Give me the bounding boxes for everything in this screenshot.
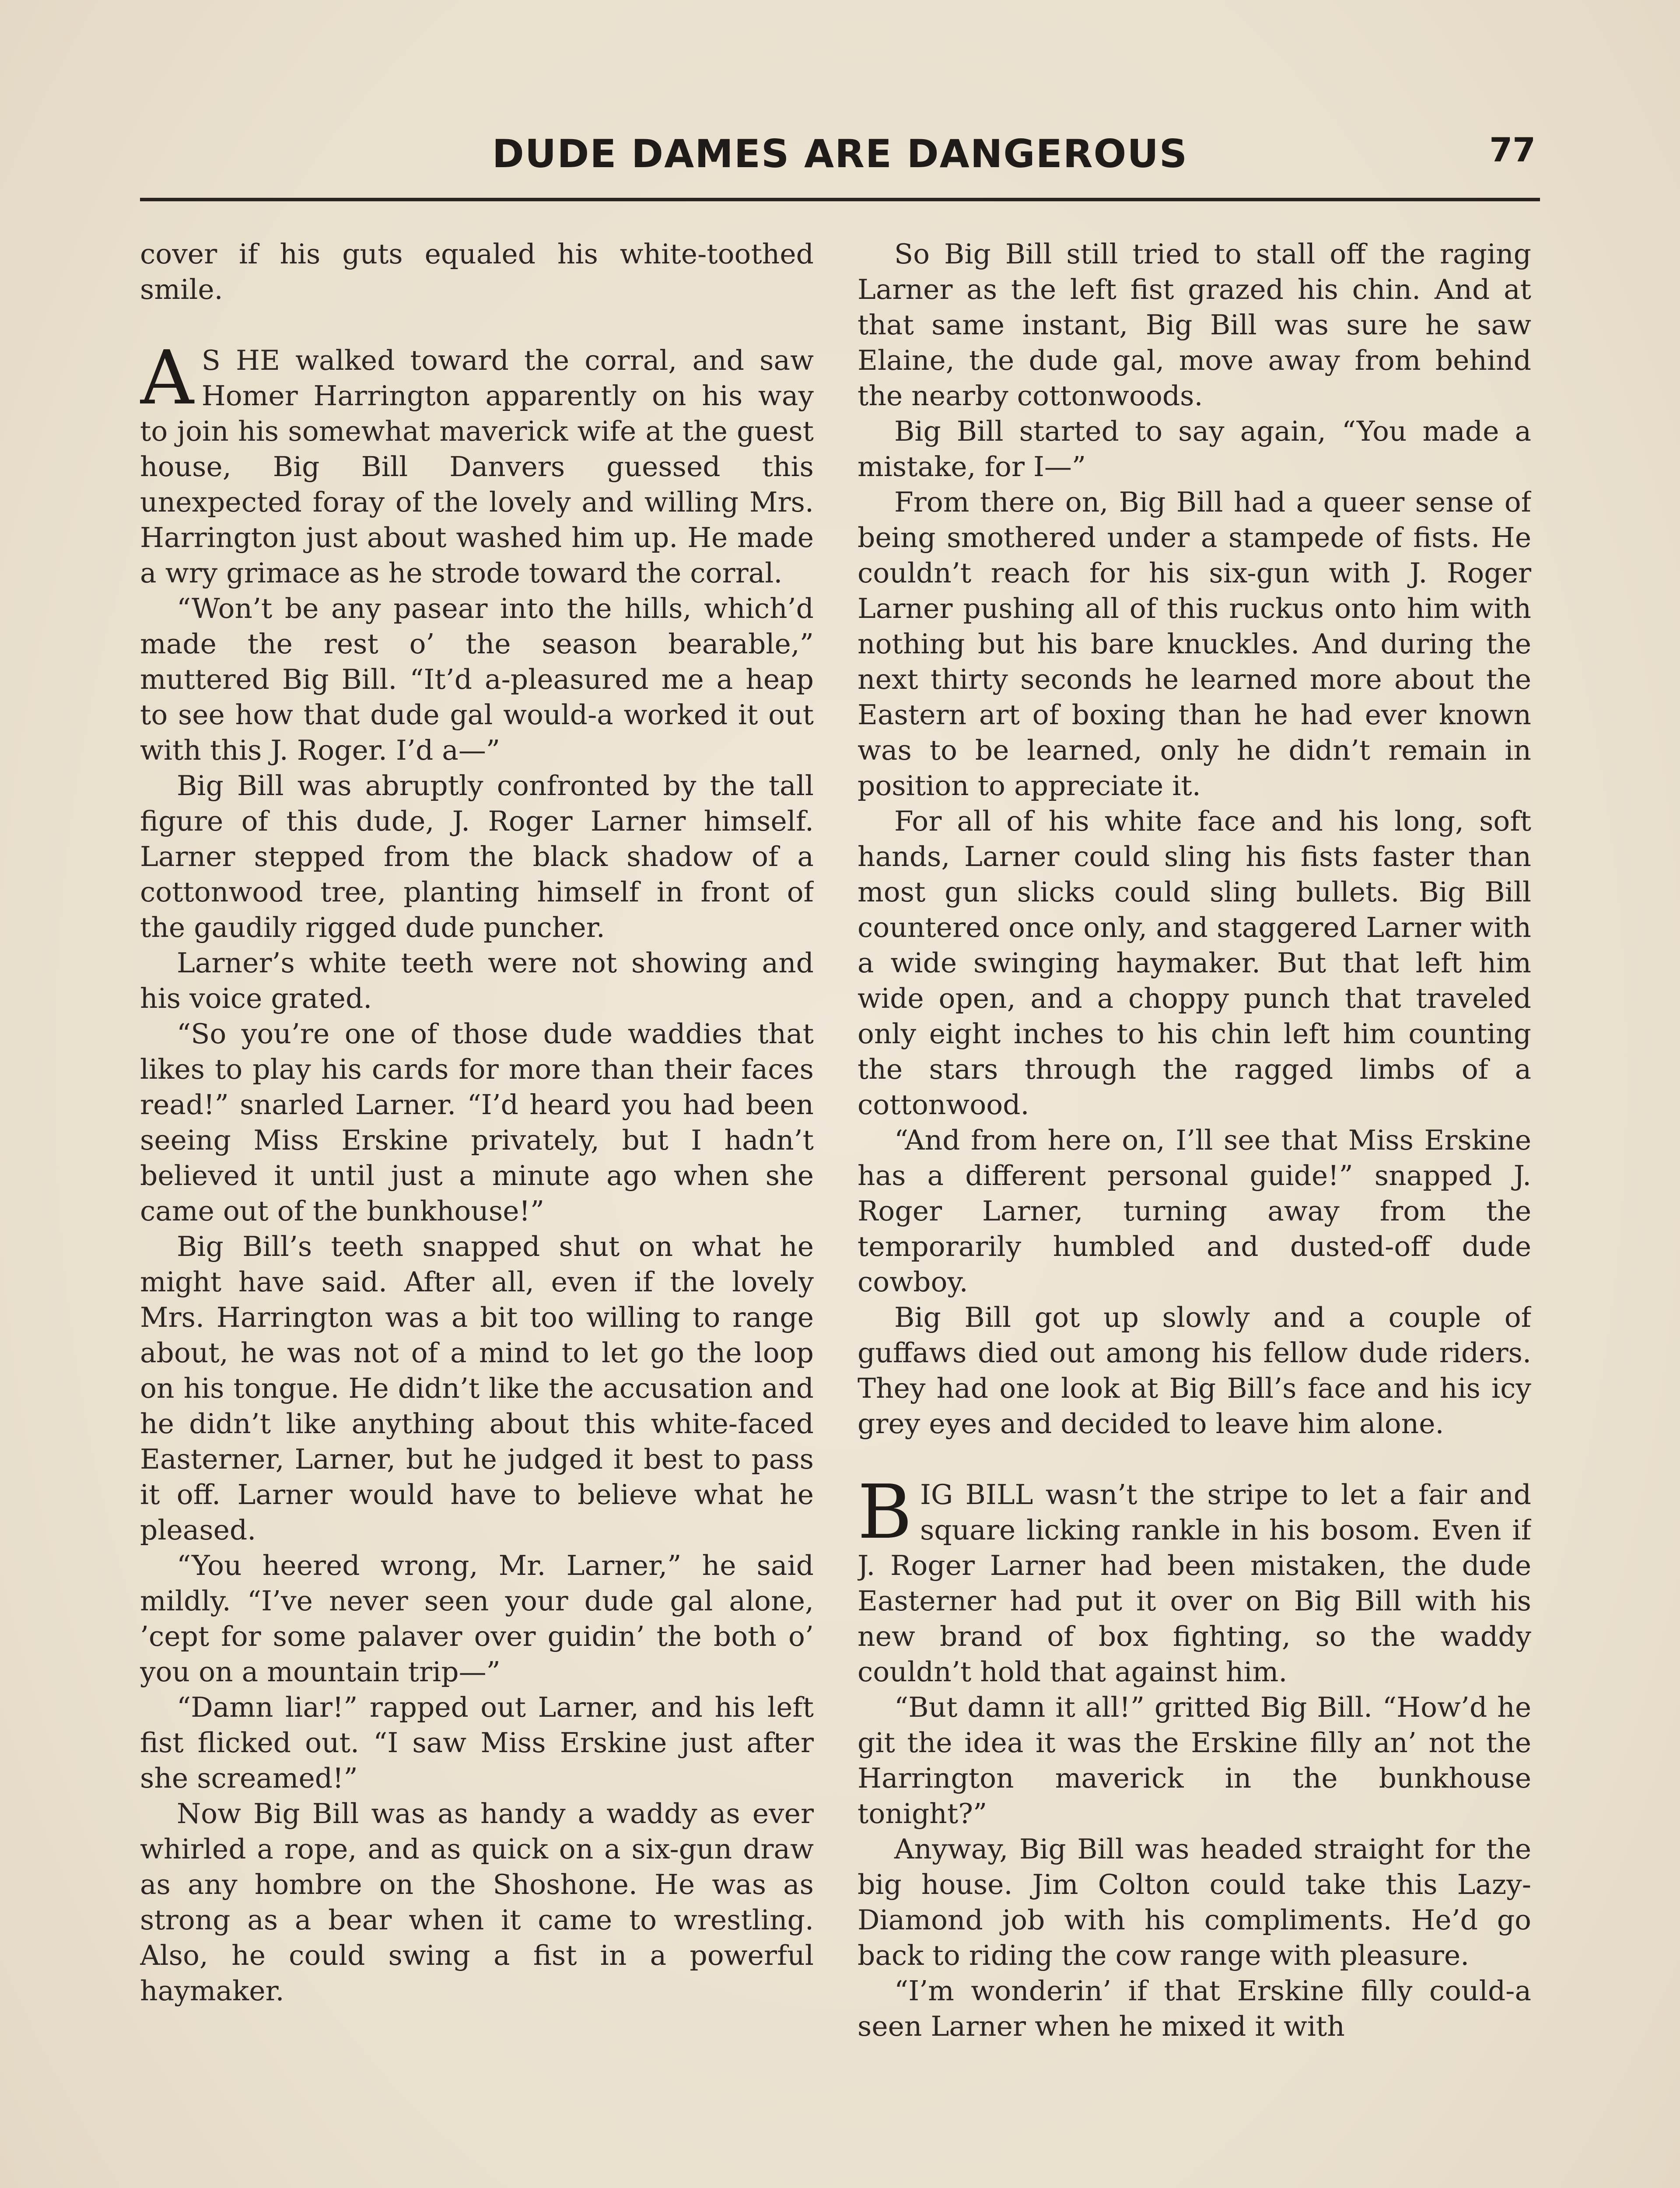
- paragraph-text: Big Bill was abruptly confronted by the tall figure of this dude, J. Roger Larner himself. Larner stepped from the black shadow of a cottonwood tree, planting himself in front of the gaudily rigged dude puncher.: [140, 770, 814, 943]
- body-paragraph: [858, 414, 1531, 484]
- drop-cap: A: [140, 335, 194, 421]
- body-paragraph: [858, 484, 1531, 803]
- paragraph-text: S HE walked toward the corral, and saw Homer Harrington apparently on his way to join his somewhat maverick wife at the guest house, Big Bill Danvers guessed this unexpected foray of the lovely and willing Mrs. Harrington just about washed him up. He made a wry grimace as he strode toward the corral.: [140, 344, 814, 589]
- section-start-paragraph: [858, 1469, 1531, 1690]
- continued-paragraph: [140, 236, 814, 307]
- right-column: [858, 236, 1531, 2188]
- body-paragraph: [140, 945, 814, 1016]
- paragraph-text: Big Bill’s teeth snapped shut on what he might have said. After all, even if the lovely Mrs. Harrington was a bit too willing to range about, he was not of a mind to let go the loop on his tongue. He didn’t like the accusation and he didn’t like anything about this white-faced Easterner, Larner, but he judged it best to pass it off. Larner would have to believe what he pleased.: [140, 1231, 814, 1546]
- paragraph-text: “I’m wonderin’ if that Erskine filly could-a seen Larner when he mixed it with: [858, 1975, 1531, 2042]
- body-paragraph: [140, 1690, 814, 1796]
- drop-cap: B: [858, 1469, 912, 1556]
- section-start-paragraph: [140, 335, 814, 591]
- body-paragraph: [858, 1690, 1531, 1831]
- body-paragraph: [858, 1300, 1531, 1441]
- body-paragraph: [140, 1548, 814, 1690]
- body-paragraph: [858, 803, 1531, 1122]
- paragraph-text: “Damn liar!” rapped out Larner, and his left fist flicked out. “I saw Miss Erskine just after she screamed!”: [140, 1691, 814, 1794]
- paragraph-text: From there on, Big Bill had a queer sense of being smothered under a stampede of fists. He couldn’t reach for his six-gun with J. Roger Larner pushing all of this ruckus onto him with nothing but his bare knuckles. And during the next thirty seconds he learned more about the Eastern art of boxing than he had ever known was to be learned, only he didn’t remain in position to appreciate it.: [858, 486, 1531, 802]
- body-paragraph: [858, 236, 1531, 414]
- body-paragraph: [858, 1122, 1531, 1300]
- paragraph-text: Big Bill started to say again, “You made a mistake, for I—”: [858, 415, 1531, 483]
- paragraph-text: IG BILL wasn’t the stripe to let a fair and square licking rankle in his bosom. Even if J. Roger Larner had been mistaken, the dude Easterner had put it over on Big Bill with his new brand of box fighting, so the waddy couldn’t hold that against him.: [858, 1479, 1531, 1688]
- paragraph-text: “So you’re one of those dude waddies that likes to play his cards for more than their faces read!” snarled Larner. “I’d heard you had been seeing Miss Erskine privately, but I hadn’t believed it until just a minute ago when she came out of the bunkhouse!”: [140, 1018, 814, 1227]
- paragraph-text: So Big Bill still tried to stall off the raging Larner as the left fist grazed his chin. And at that same instant, Big Bill was sure he saw Elaine, the dude gal, move away from behind the nearby cottonwoods.: [858, 238, 1531, 412]
- paragraph-text: “Won’t be any pasear into the hills, which’d made the rest o’ the season bearable,” muttered Big Bill. “It’d a-pleasured me a heap to see how that dude gal would-a worked it out with this J. Roger. I’d a—”: [140, 593, 814, 766]
- paragraph-text: Larner’s white teeth were not showing and his voice grated.: [140, 947, 814, 1014]
- body-paragraph: [140, 1016, 814, 1229]
- paragraph-text: Big Bill got up slowly and a couple of guffaws died out among his fellow dude riders. They had one look at Big Bill’s face and his icy grey eyes and decided to leave him alone.: [858, 1301, 1531, 1440]
- page-header: [140, 127, 1540, 193]
- paragraph-text: “But damn it all!” gritted Big Bill. “How’d he git the idea it was the Erskine filly an’ not the Harrington maverick in the bunkhouse tonight?”: [858, 1691, 1531, 1830]
- header-rule: [140, 198, 1540, 201]
- page-number: 77: [1489, 130, 1536, 169]
- paragraph-text: For all of his white face and his long, soft hands, Larner could sling his fists faster than most gun slicks could sling bullets. Big Bill countered once only, and staggered Larner with a wide swinging haymaker. But that left him wide open, and a choppy punch that traveled only eight inches to his chin left him counting the stars through the ragged limbs of a cottonwood.: [858, 805, 1531, 1121]
- left-column: [140, 236, 814, 2188]
- body-paragraph: [858, 1973, 1531, 2044]
- paragraph-text: “You heered wrong, Mr. Larner,” he said mildly. “I’ve never seen your dude gal alone, ’cept for some palaver over guidin’ the both o’ you on a mountain trip—”: [140, 1550, 814, 1688]
- story-title: DUDE DAMES ARE DANGEROUS: [492, 131, 1188, 176]
- paragraph-text: Anyway, Big Bill was headed straight for the big house. Jim Colton could take this Lazy-Diamond job with his compliments. He’d go back to riding the cow range with pleasure.: [858, 1833, 1531, 1971]
- paragraph-text: cover if his guts equaled his white-toothed smile.: [140, 238, 814, 305]
- body-paragraph: [140, 1229, 814, 1548]
- paragraph-text: “And from here on, I’ll see that Miss Erskine has a different personal guide!” snapped J. Roger Larner, turning away from the temporarily humbled and dusted-off dude cowboy.: [858, 1124, 1531, 1298]
- body-paragraph: [140, 768, 814, 945]
- body-paragraph: [140, 591, 814, 768]
- paragraph-text: Now Big Bill was as handy a waddy as ever whirled a rope, and as quick on a six-gun draw as any hombre on the Shoshone. He was as strong as a bear when it came to wrestling. Also, he could swing a fist in a powerful haymaker.: [140, 1798, 814, 2007]
- body-paragraph: [858, 1831, 1531, 1973]
- body-paragraph: [140, 1796, 814, 2009]
